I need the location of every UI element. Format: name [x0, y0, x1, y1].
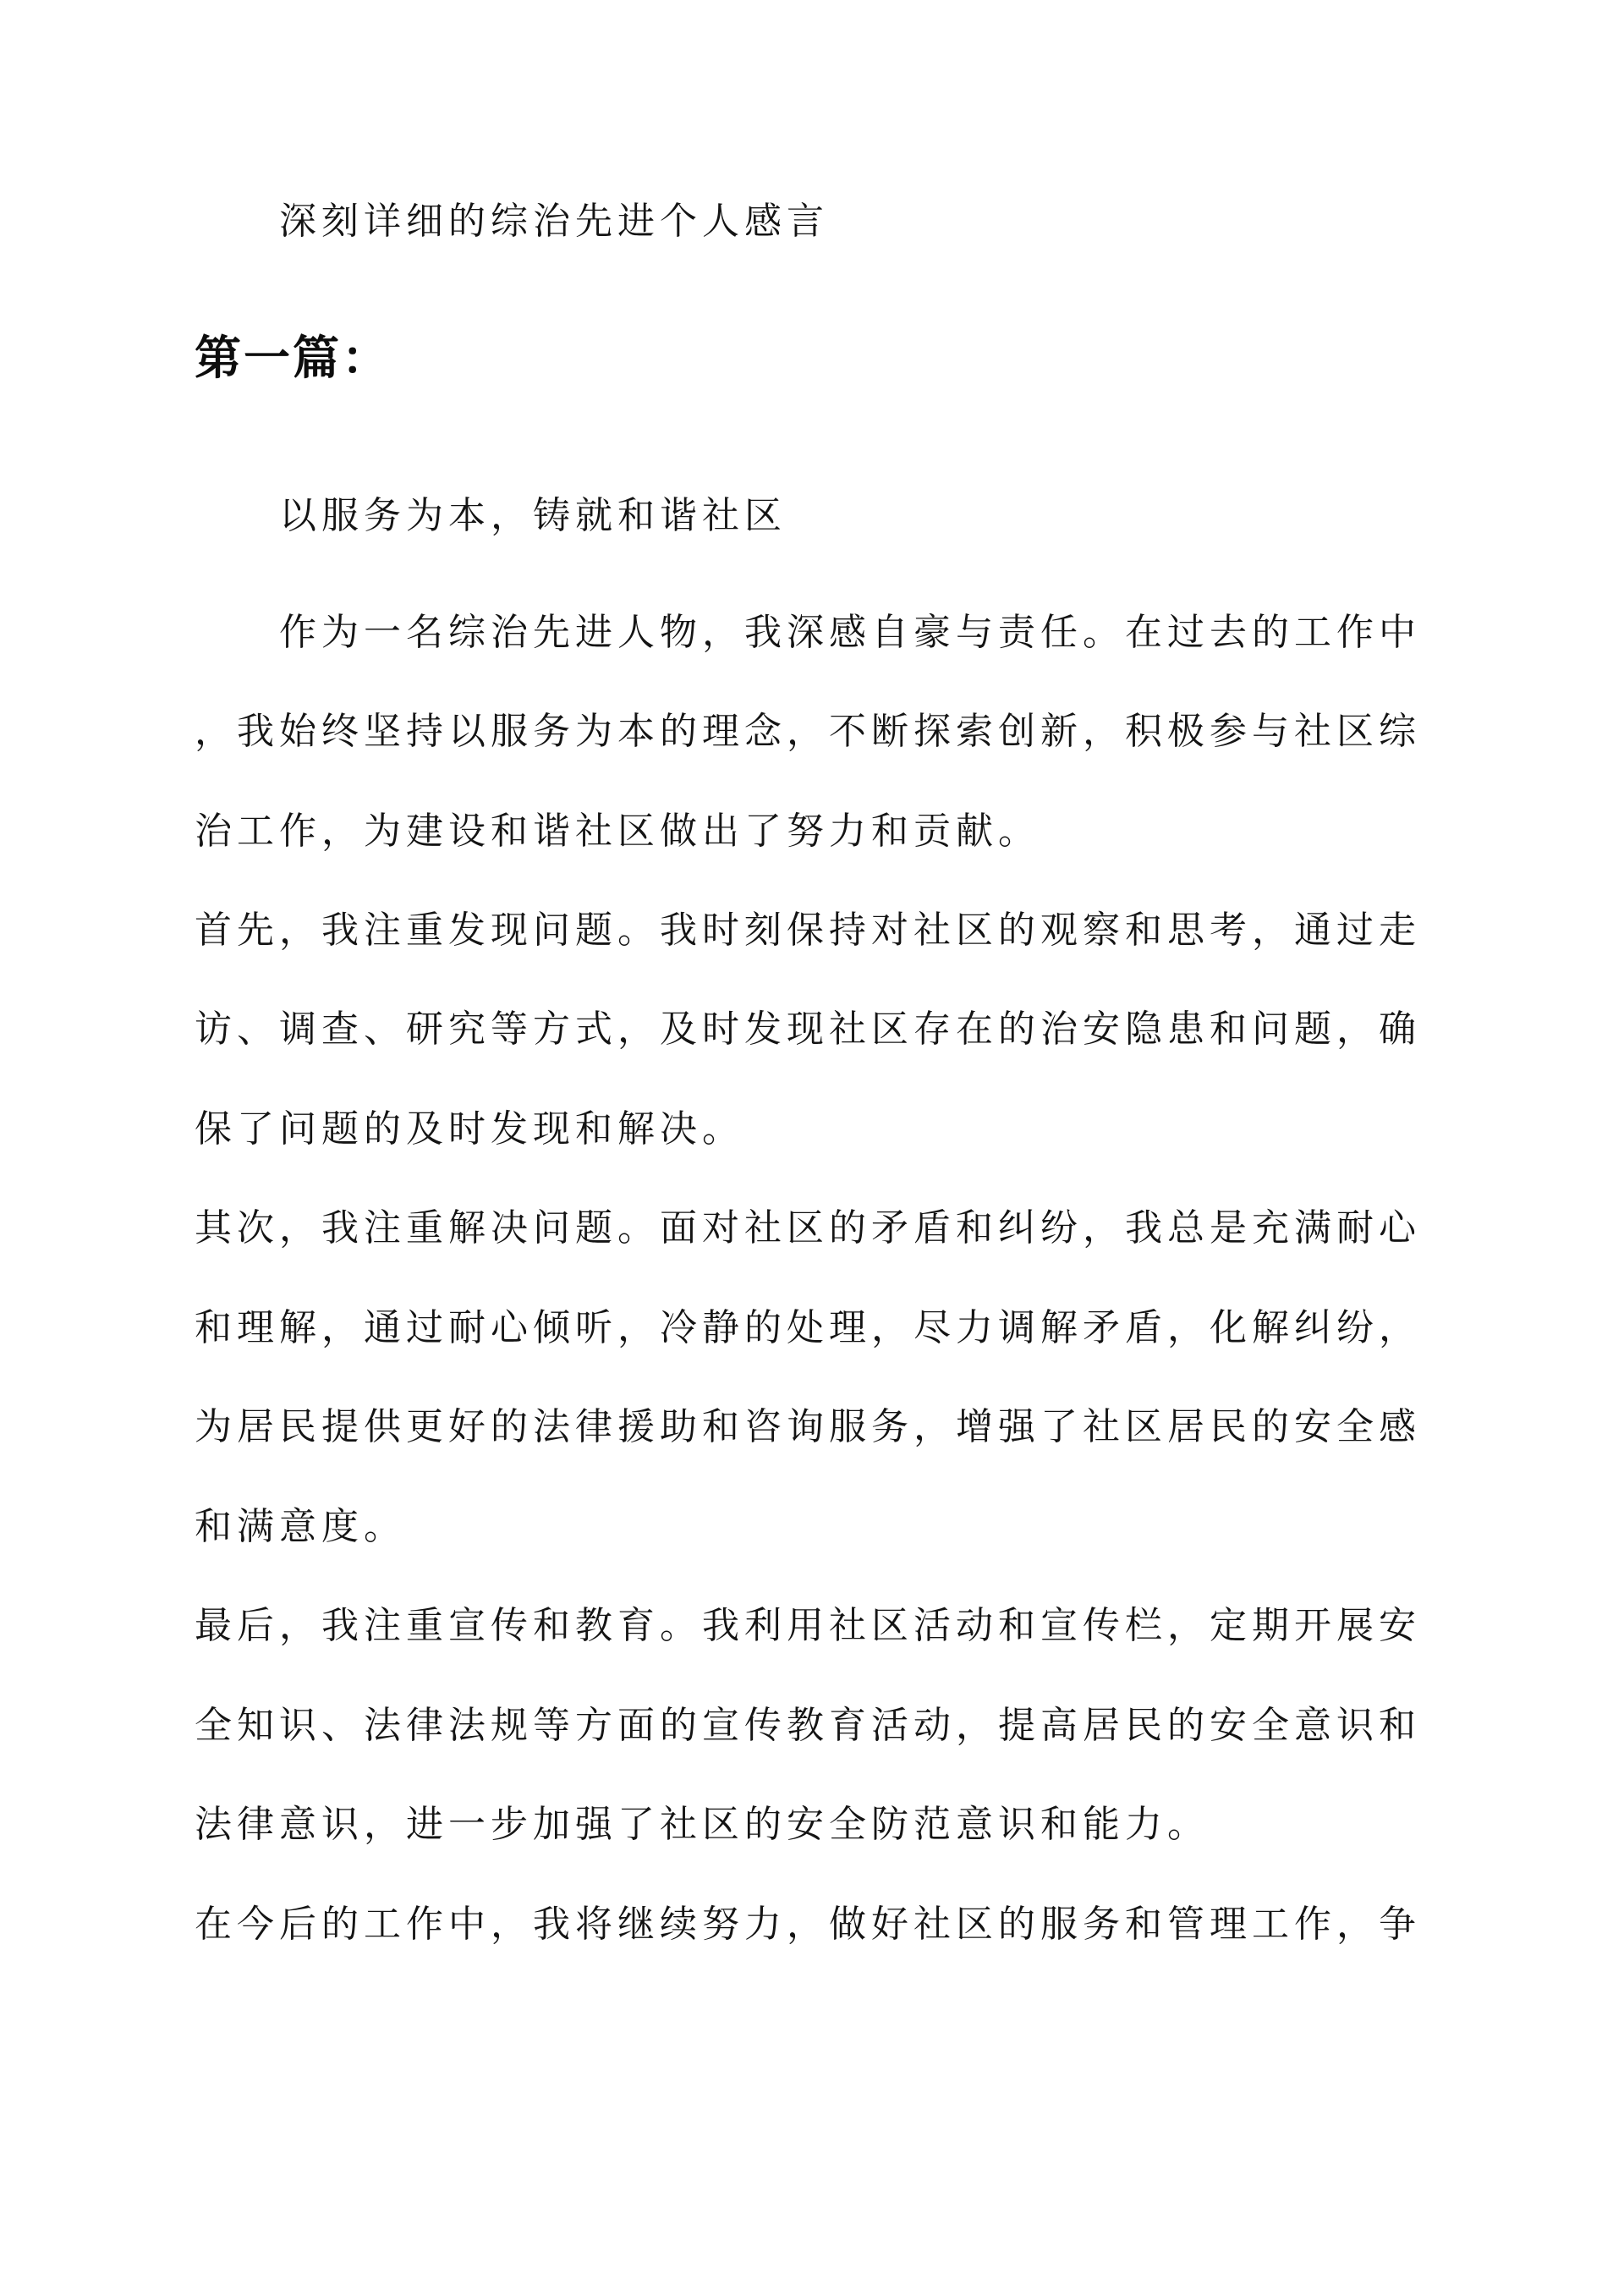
body-line: 其次，我注重解决问题。面对社区的矛盾和纠纷，我总是充满耐心	[195, 1207, 1421, 1249]
body-line: 作为一名综治先进人物，我深感自豪与责任。在过去的工作中	[279, 612, 1421, 653]
section-heading: 第一篇：	[195, 332, 392, 384]
body-line: 保了问题的及时发现和解决。	[195, 1108, 744, 1150]
document-title: 深刻详细的综治先进个人感言	[279, 200, 829, 242]
body-line: 全知识、法律法规等方面的宣传教育活动，提高居民的安全意识和	[195, 1705, 1421, 1746]
body-line: 治工作，为建设和谐社区做出了努力和贡献。	[195, 810, 1040, 852]
body-line: 访、调查、研究等方式，及时发现社区存在的治安隐患和问题，确	[195, 1008, 1421, 1050]
body-line: 法律意识，进一步加强了社区的安全防范意识和能力。	[195, 1804, 1210, 1845]
essay-title: 以服务为本，铸就和谐社区	[279, 495, 787, 536]
body-line: 在今后的工作中，我将继续努力，做好社区的服务和管理工作，争	[195, 1903, 1421, 1945]
body-line: ，我始终坚持以服务为本的理念，不断探索创新，积极参与社区综	[195, 711, 1421, 752]
body-line: 最后，我注重宣传和教育。我利用社区活动和宣传栏，定期开展安	[195, 1605, 1421, 1646]
body-line: 和理解，通过耐心倾听，冷静的处理，尽力调解矛盾，化解纠纷，	[195, 1307, 1421, 1348]
body-line: 首先，我注重发现问题。我时刻保持对社区的观察和思考，通过走	[195, 909, 1421, 951]
body-line: 为居民提供更好的法律援助和咨询服务，增强了社区居民的安全感	[195, 1406, 1421, 1447]
body-line: 和满意度。	[195, 1506, 406, 1547]
